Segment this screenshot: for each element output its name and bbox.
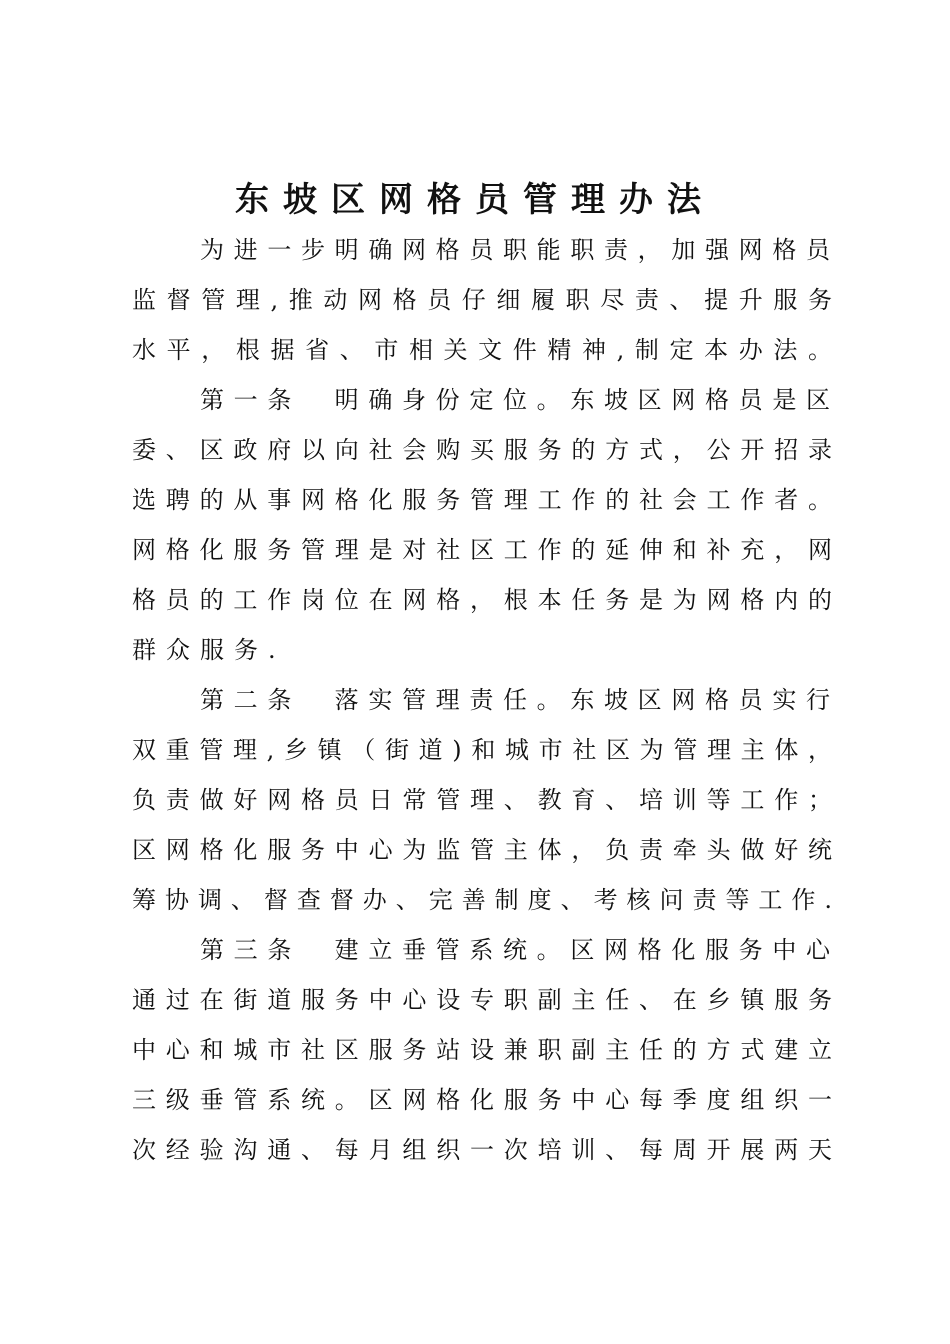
paragraph-line: 区网格化服务中心为监管主体，负责牵头做好统 [132,836,832,864]
paragraph-line: 负责做好网格员日常管理、教育、培训等工作； [132,786,832,814]
paragraph-line: 格员的工作岗位在网格，根本任务是为网格内的 [132,586,832,614]
paragraph-line: 委、区政府以向社会购买服务的方式，公开招录 [132,436,832,464]
document-title: 东坡区网格员管理办法 [235,180,715,220]
paragraph-line: 次经验沟通、每月组织一次培训、每周开展两天 [132,1136,832,1164]
paragraph-line: 第二条 落实管理责任。东坡区网格员实行 [200,686,830,714]
paragraph-line: 群众服务. [132,636,286,664]
paragraph-line: 为进一步明确网格员职能职责，加强网格员 [200,236,830,264]
paragraph-line: 网格化服务管理是对社区工作的延伸和补充，网 [132,536,832,564]
paragraph-line: 双重管理,乡镇（街道)和城市社区为管理主体， [132,736,832,764]
paragraph-line: 选聘的从事网格化服务管理工作的社会工作者。 [132,486,832,514]
paragraph-line: 通过在街道服务中心设专职副主任、在乡镇服务 [132,986,832,1014]
paragraph-line: 第三条 建立垂管系统。区网格化服务中心 [200,936,830,964]
paragraph-line: 水平，根据省、市相关文件精神,制定本办法。 [132,336,832,364]
paragraph-line: 筹协调、督查督办、完善制度、考核问责等工作. [132,886,832,914]
paragraph-line: 中心和城市社区服务站设兼职副主任的方式建立 [132,1036,832,1064]
paragraph-line: 三级垂管系统。区网格化服务中心每季度组织一 [132,1086,832,1114]
paragraph-line: 监督管理,推动网格员仔细履职尽责、提升服务 [132,286,832,314]
paragraph-line: 第一条 明确身份定位。东坡区网格员是区 [200,386,830,414]
